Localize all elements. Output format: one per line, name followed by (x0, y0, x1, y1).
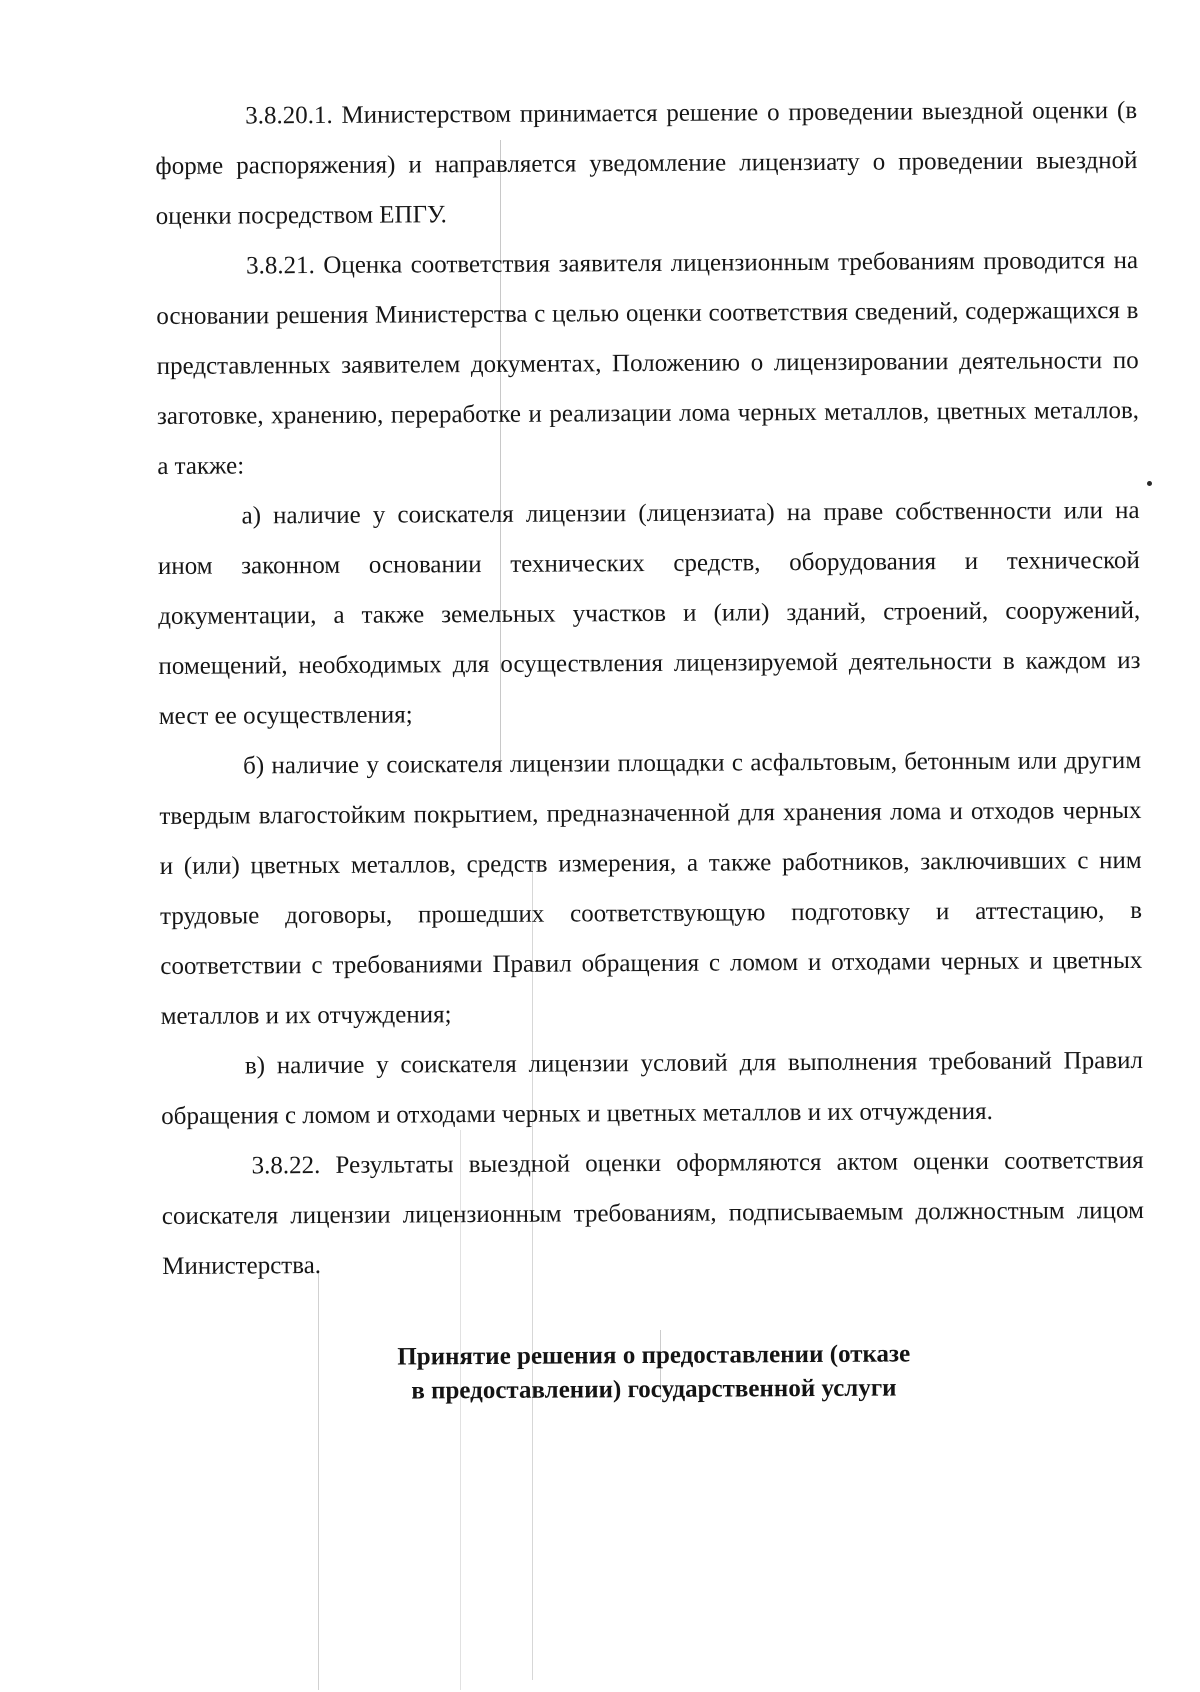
scan-speck (1147, 481, 1152, 486)
paragraph-3-8-20-1: 3.8.20.1. Министерством принимается решение о проведении выездной оценки (в форме распоряжения) и направляется уведомление лицензиату о проведении выездной оценки посредством ЕПГУ. (155, 97, 1138, 230)
section-heading-line-2: в предоставлении) государственной услуги (411, 1374, 897, 1405)
section-heading (163, 1336, 1145, 1410)
paragraph-item-b: б) наличие у соискателя лицензии площадки с асфальтовым, бетонным или другим твердым влагостойким покрытием, предназначенной для хранения лома и отходов черных и (или) цветных металлов, средств измерения, а также работников, заключивших с ним трудовые договоры, прошедших соответствующую подготовку и аттестацию, в соответствии с требованиями Правил обращения с ломом и отходами черных и цветных металлов и их отчуждения; (159, 746, 1143, 1030)
paragraph-3-8-21: 3.8.21. Оценка соответствия заявителя лицензионным требованиям проводится на основании решения Министерства с целью оценки соответствия сведений, содержащихся в представленных заявителем документах, Положению о лицензировании деятельности по заготовке, хранению, переработке и реализации лома черных металлов, цветных металлов, а также: (156, 246, 1140, 480)
document-body (155, 86, 1145, 1410)
section-heading-line-1: Принятие решения о предоставлении (отказе (397, 1340, 911, 1371)
paragraph-item-a: а) наличие у соискателя лицензии (лицензиата) на праве собственности или на ином законном основании технических средств, оборудования и технической документации, а также земельных участков и (или) зданий, строений, сооружений, помещений, необходимых для осуществления лицензируемой деятельности в каждом из мест ее осуществления; (157, 496, 1141, 730)
paragraph-item-v: в) наличие у соискателя лицензии условий для выполнения требований Правил обращения с ломом и отходами черных и цветных металлов и их отчуждения. (161, 1046, 1144, 1130)
paragraph-3-8-22: 3.8.22. Результаты выездной оценки оформляются актом оценки соответствия соискателя лицензии лицензионным требованиям, подписываемым должностным лицом Министерства. (161, 1146, 1144, 1280)
